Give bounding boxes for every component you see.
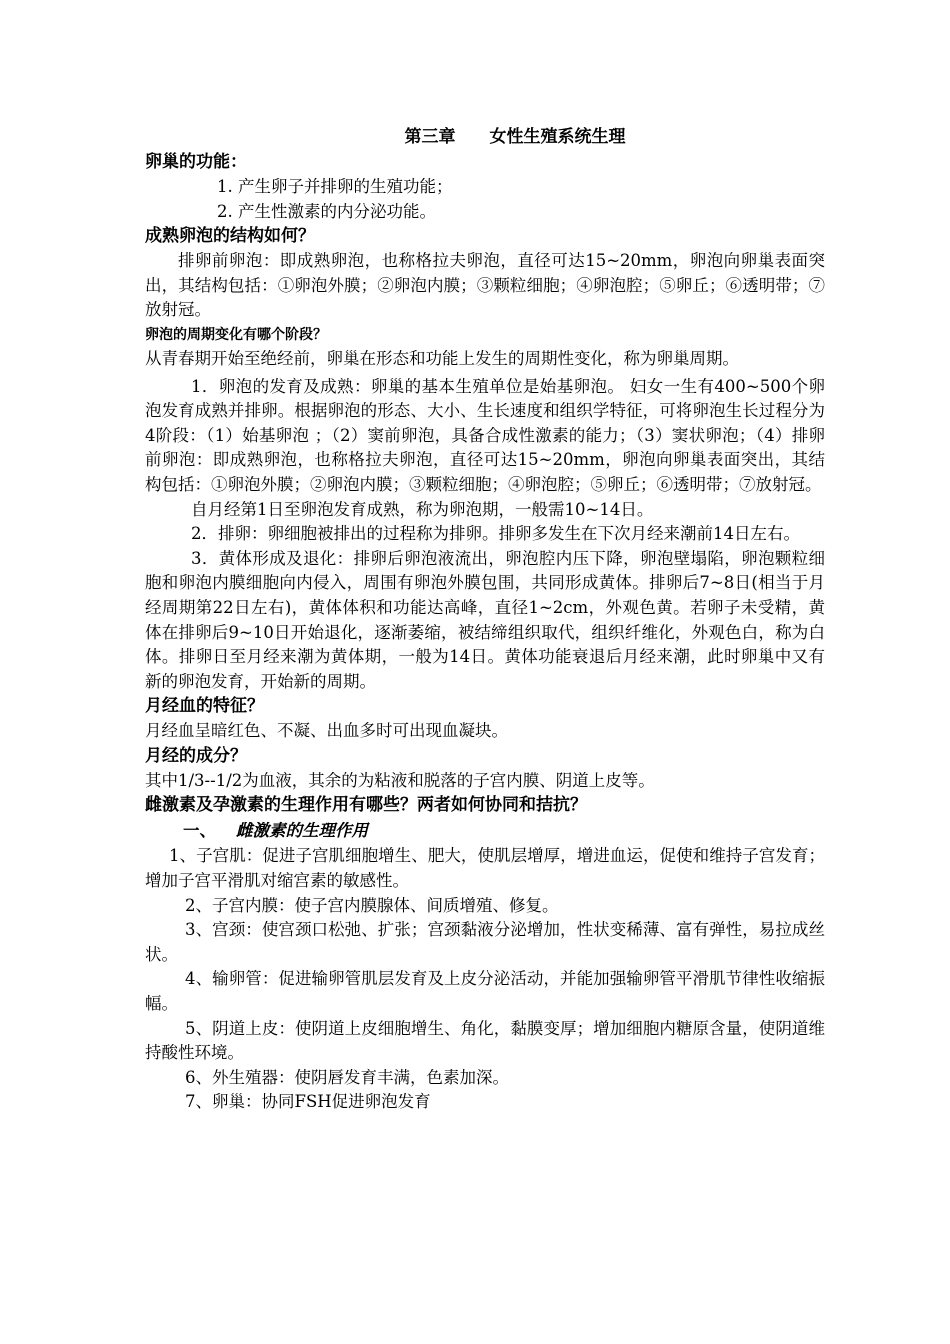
- heading-follicle-cycle: 卵泡的周期变化有哪个阶段？: [145, 326, 327, 343]
- subheading-number: 一、: [183, 821, 216, 841]
- estrogen-effect-item: 1、子宫肌：促进子宫肌细胞增生、肥大，使肌层增厚，增进血运，促使和维持子宫发育；增加子宫平滑肌对缩宫素的敏感性。: [145, 846, 825, 891]
- follicle-cycle-intro: 从青春期开始至绝经前，卵巢在形态和功能上发生的周期性变化，称为卵巢周期。: [145, 348, 739, 368]
- estrogen-effect-item: 2、子宫内膜：使子宫内膜腺体、间质增殖、修复。: [185, 895, 559, 915]
- estrogen-effect-item: 6、外生殖器：使阴唇发育丰满，色素加深。: [185, 1067, 509, 1087]
- menstrual-blood-paragraph: 月经血呈暗红色、不凝、出血多时可出现血凝块。: [145, 721, 508, 741]
- corpus-luteum-paragraph: 3．黄体形成及退化：排卵后卵泡液流出，卵泡腔内压下降，卵泡壁塌陷，卵泡颗粒细胞和卵泡内膜细胞向内侵入，周围有卵泡外膜包围，共同形成黄体。排卵后7~8日(相当于月经周期第22日左右)，黄体体积和功能达高峰，直径1~2cm，外观色黄。若卵子未受精，黄体在排卵后9~10日开始退化，逐渐萎缩，被结缔组织取代，组织纤维化，外观色白，称为白体。排卵日至月经来潮为黄体期，一般为14日。黄体功能衰退后月经来潮，此时卵巢中又有新的卵泡发育，开始新的周期。: [145, 548, 825, 691]
- estrogen-effect-item: 7、卵巢：协同FSH促进卵泡发育: [185, 1092, 431, 1112]
- follicle-structure-paragraph: 排卵前卵泡：即成熟卵泡，也称格拉夫卵泡，直径可达15~20mm，卵泡向卵巢表面突出，其结构包括：①卵泡外膜；②卵泡内膜；③颗粒细胞；④卵泡腔；⑤卵丘；⑥透明带；⑦放射冠。: [145, 251, 825, 320]
- heading-menstrual-composition: 月经的成分？: [145, 745, 247, 766]
- heading-follicle-structure: 成熟卵泡的结构如何？: [145, 226, 315, 247]
- ovary-function-item: 1. 产生卵子并排卵的生殖功能；: [217, 177, 453, 196]
- heading-menstrual-blood: 月经血的特征？: [145, 696, 264, 717]
- heading-hormone-functions: 雌激素及孕激素的生理作用有哪些？两者如何协同和拮抗？: [145, 795, 587, 816]
- document-body: [145, 124, 825, 1115]
- ovulation-paragraph: 2．排卵：卵细胞被排出的过程称为排卵。排卵多发生在下次月经来潮前14日左右。: [191, 524, 800, 544]
- estrogen-effect-item: 3、宫颈：使宫颈口松弛、扩张；宫颈黏液分泌增加，性状变稀薄、富有弹性，易拉成丝状。: [145, 920, 825, 964]
- estrogen-effect-item: 4、输卵管：促进输卵管肌层发育及上皮分泌活动，并能加强输卵管平滑肌节律性收缩振幅。: [145, 969, 825, 1014]
- follicle-development-paragraph: 1．卵泡的发育及成熟：卵巢的基本生殖单位是始基卵泡。 妇女一生有400~500个卵泡发育成熟并排卵。根据卵泡的形态、大小、生长速度和组织学特征，可将卵泡生长过程分为4阶段：（1）始基卵泡 ；（2）窦前卵泡，具备合成性激素的能力；（3）窦状卵泡；（4）排卵前卵泡：即成熟卵泡，也称格拉夫卵泡，直径可达15~20mm，卵泡向卵巢表面突出，其结构包括：①卵泡外膜；②卵泡内膜；③颗粒细胞；④卵泡腔；⑤卵丘；⑥透明带；⑦放射冠。: [145, 376, 825, 494]
- heading-ovary-function: 卵巢的功能：: [145, 152, 247, 172]
- subheading-text: 雌激素的生理作用: [236, 821, 368, 841]
- ovary-function-item: 2. 产生性激素的内分泌功能。: [217, 201, 436, 221]
- subheading-estrogen: [145, 818, 825, 844]
- chapter-title: 第三章 女性生殖系统生理: [404, 127, 626, 147]
- estrogen-effect-item: 5、阴道上皮：使阴道上皮细胞增生、角化，黏膜变厚；增加细胞内糖原含量，使阴道维持酸性环境。: [145, 1018, 825, 1063]
- follicular-phase-paragraph: 自月经第1日至卵泡发育成熟，称为卵泡期，一般需10~14日。: [191, 499, 654, 519]
- menstrual-composition-paragraph: 其中1/3--1/2为血液，其余的为粘液和脱落的子宫内膜、阴道上皮等。: [145, 770, 655, 790]
